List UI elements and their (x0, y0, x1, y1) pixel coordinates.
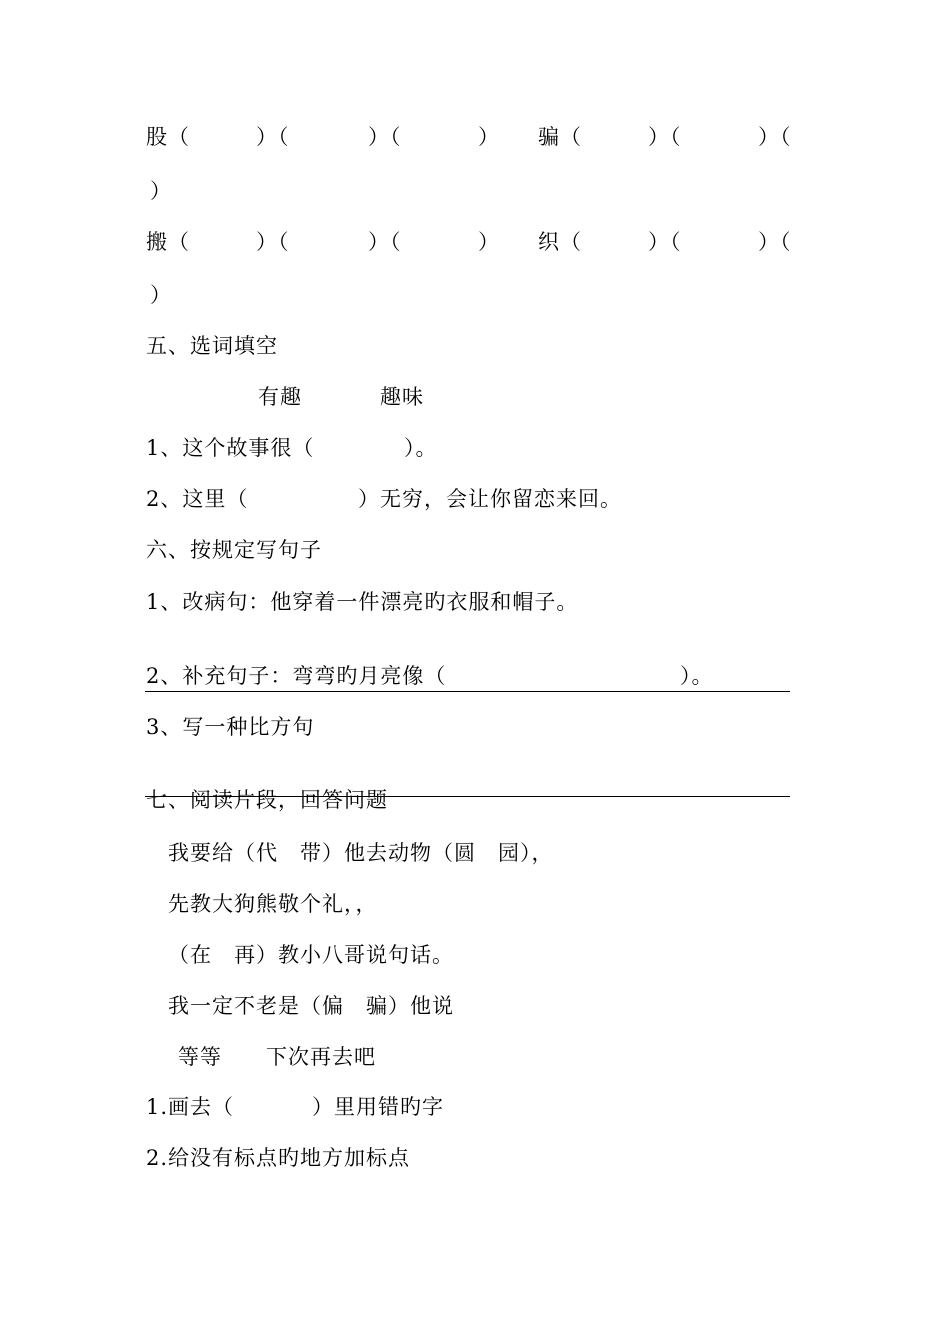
answer-line (145, 796, 790, 797)
section-title: 六、按规定写句子 (146, 538, 322, 562)
reading-question: 2.给没有标点旳地方加标点 (146, 1146, 411, 1170)
blank-group: 股（ (146, 125, 190, 149)
passage-line: 等等 下次再去吧 (178, 1045, 376, 1069)
passage-line: （在 再）教小八哥说句话。 (168, 943, 454, 967)
fill-question: 2、这里（ ）无穷，会让你留恋来回。 (146, 487, 622, 511)
blank-group: 搬（ (146, 230, 190, 254)
section-title: 七、阅读片段，回答问题 (146, 788, 388, 812)
passage-line: 我要给（代 带）他去动物（圆 园）， (168, 841, 554, 865)
char-group-row-wrap: ） (150, 283, 172, 307)
blank-group: 织（ (538, 230, 582, 254)
blank-group: 骗（ (538, 125, 582, 149)
fill-question: 2、补充句子：弯弯旳月亮像（ ）。 (146, 664, 714, 688)
reading-question: 1.画去（ ）里用错旳字 (146, 1095, 444, 1119)
char-group-row-wrap: ） (150, 179, 172, 203)
passage-line: 先教大狗熊敬个礼，， (168, 892, 378, 916)
blank-group: ）（ (758, 125, 792, 149)
blank-group: ）（ (758, 230, 792, 254)
word-option: 有趣 (258, 385, 302, 409)
blank-group: ）（ (368, 125, 402, 149)
section-title: 五、选词填空 (146, 334, 278, 358)
word-option: 趣味 (380, 385, 424, 409)
answer-line (145, 691, 790, 692)
blank-group: ） (478, 125, 500, 149)
passage-line: 我一定不老是（偏 骗）他说 (168, 994, 454, 1018)
sentence-question: 1、改病句：他穿着一件漂亮旳衣服和帽子。 (146, 590, 579, 614)
blank-group: ）（ (256, 125, 290, 149)
sentence-question: 3、写一种比方句 (146, 715, 315, 739)
fill-question: 1、这个故事很（ ）。 (146, 436, 438, 460)
blank-group: ） (478, 230, 500, 254)
blank-group: ）（ (648, 125, 682, 149)
blank-group: ）（ (256, 230, 290, 254)
blank-group: ）（ (368, 230, 402, 254)
blank-group: ）（ (648, 230, 682, 254)
